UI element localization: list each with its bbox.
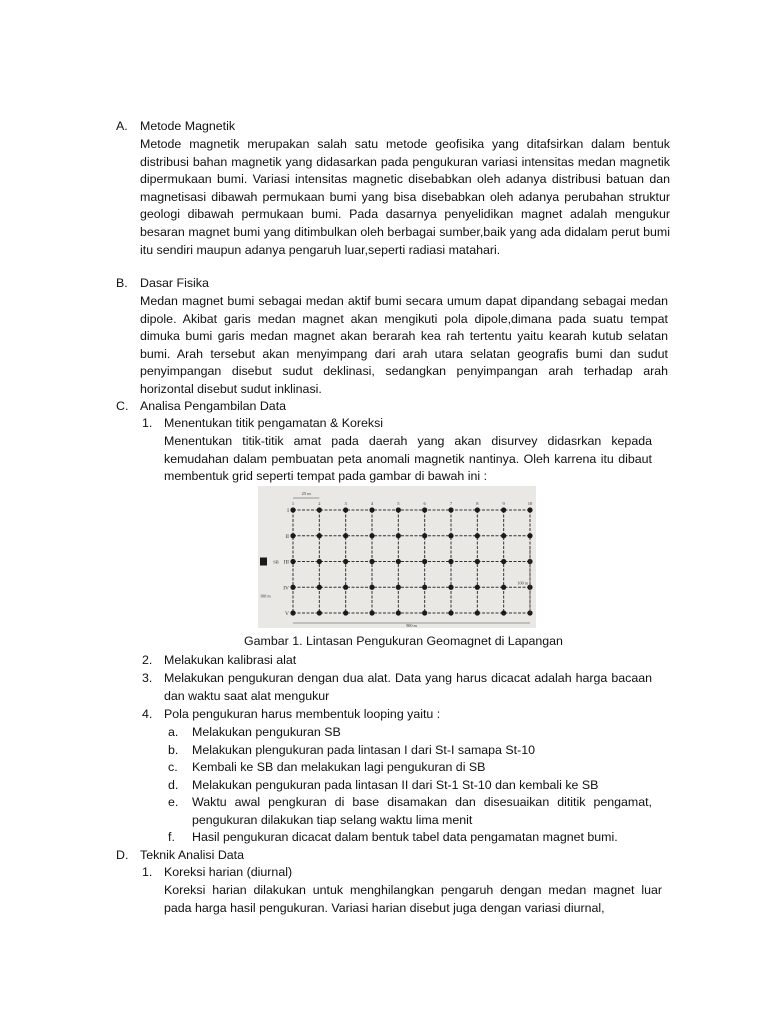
section-b-body: Medan magnet bumi sebagai medan aktif bumi secara umum dapat dipandang sebagai medan dipole. Akibat garis medan magnet akan mengikuti pola dipole,dimana pada suatu tempat dimuka bumi garis medan magnet akan berarah kea rah tertentu yaitu kearah kutub selatan bumi. Arah tersebut akan menyimpang dari arah utara selatan geografis bumi dan sudut penyimpangan disebut sudut deklinasi, sedangkan penyimpangan arah terhadap arah horizontal disebut sudut inklinasi. [140,294,668,396]
sublist-item: Waktu awal pengkuran di base disamakan dan disesuaikan dititik pengamat, pengukuran dilakukan tiap selang waktu lima menit [192,795,652,827]
list-number: 2. [142,653,153,667]
base-station-label: SB [273,559,279,565]
station-point [343,585,348,590]
station-point [290,610,295,615]
sublist-item: Melakukan pengukuran SB [192,725,341,739]
column-label: 3 [344,501,347,506]
row-label: II [285,533,289,540]
sublist-item: Kembali ke SB dan melakukan lagi pengukuran di SB [192,760,486,774]
list-item: Pola pengukuran harus membentuk looping yaitu : [164,707,441,721]
sublist-letter: a. [168,725,179,739]
station-point [475,533,480,538]
height-label: 100 m [517,580,528,586]
station-point [448,610,453,615]
column-label: 5 [397,501,400,506]
station-point [422,507,427,512]
station-point [290,533,295,538]
grid-figure [258,486,536,628]
column-label: 7 [449,501,453,506]
station-point [475,585,480,590]
station-point [422,533,427,538]
list-item-body: Menentukan titik-titik amat pada daerah yang akan disurvey didasrkan kepada kemudahan dalam pembuatan peta anomali magnetik nantinya. Oleh karrena itu dibaut membentuk grid seperti tempat pada gambar di bawah ini : [164,434,652,484]
station-point [317,559,322,564]
row-label: IV [283,585,289,592]
station-point [343,559,348,564]
section-marker: D. [116,848,129,862]
station-point [422,610,427,615]
station-point [290,507,295,512]
station-point [396,585,401,590]
station-point [501,559,506,564]
station-point [501,610,506,615]
row-label: III [283,559,289,566]
base-station-marker [260,558,267,566]
station-point [422,585,427,590]
width-label: 900 m [406,623,417,628]
row-label: V [285,611,289,617]
list-number: 1. [142,416,153,430]
station-point [396,533,401,538]
sublist-letter: e. [168,795,179,809]
station-point [369,610,374,615]
sublist-item: Melakukan plengukuran pada lintasan I dari St-I samapa St-10 [192,743,536,757]
list-number: 4. [142,707,153,721]
station-point [475,610,480,615]
sublist-letter: f. [168,830,175,844]
station-point [317,507,322,512]
figure-caption: Gambar 1. Lintasan Pengukuran Geomagnet di Lapangan [244,634,563,648]
station-point [501,533,506,538]
station-point [343,533,348,538]
column-label: 10 [527,501,533,506]
list-item: Melakukan kalibrasi alat [164,653,297,667]
sublist-letter: c. [168,760,178,774]
station-point [527,507,532,512]
station-point [317,533,322,538]
column-label: 1 [291,501,295,506]
station-point [369,533,374,538]
station-point [448,585,453,590]
column-label: 2 [318,501,321,506]
list-item-title: Menentukan titik pengamatan & Koreksi [164,416,384,430]
station-point [317,610,322,615]
station-point [343,507,348,512]
row-label: I [287,508,289,514]
station-point [290,559,295,564]
section-title: Teknik Analisi Data [140,848,244,862]
list-number: 3. [142,671,153,685]
station-point [475,507,480,512]
station-point [448,533,453,538]
station-point [317,585,322,590]
section-title: Dasar Fisika [140,276,209,290]
section-marker: B. [116,276,128,290]
sublist-letter: d. [168,778,179,792]
sublist-item: Hasil pengukuran dicacat dalam bentuk tabel data pengamatan magnet bumi. [192,830,618,844]
station-point [343,610,348,615]
section-a-body: Metode magnetik merupakan salah satu metode geofisika yang ditafsirkan dalam bentuk distribusi bahan magnetik yang didasarkan pada pengukuran variasi intensitas medan magnetik dipermukaan bumi. Variasi intensitas magnetic disebabkan oleh adanya distribusi batuan dan magnetisasi dibawah permukaan bumi yang bisa disebabkan oleh adanya perubahan struktur geologi dibawah permukaan bumi. Pada dasarnya penyelidikan magnet adalah mengukur besaran magnet bumi yang ditimbulkan oleh berbagai sumber,baik yang ada didalam perut bumi itu sendiri maupun adanya pengaruh luar,seperti radiasi matahari. [140,137,670,257]
station-point [448,507,453,512]
section-marker: A. [116,119,128,133]
station-point [290,585,295,590]
station-point [396,559,401,564]
section-title: Metode Magnetik [140,119,236,133]
section-title: Analisa Pengambilan Data [140,399,287,413]
station-point [475,559,480,564]
column-label: 8 [476,501,479,506]
left-distance-label: 100 m [260,593,271,599]
station-point [527,533,532,538]
column-label: 9 [502,501,505,506]
station-point [396,507,401,512]
list-item-title: Koreksi harian (diurnal) [164,865,293,879]
section-marker: C. [116,399,129,413]
measurement-grid-diagram [258,486,536,628]
station-point [369,585,374,590]
list-item-body: Koreksi harian dilakukan untuk menghilangkan pengaruh dengan medan magnet luar pada harga hasil pengukuran. Variasi harian disebut juga dengan variasi diurnal, [164,883,662,915]
station-point [448,559,453,564]
station-point [369,507,374,512]
list-item: Melakukan pengukuran dengan dua alat. Data yang harus dicacat adalah harga bacaan dan waktu saat alat mengukur [164,671,652,703]
list-number: 1. [142,865,153,879]
column-label: 4 [370,501,374,506]
sublist-item: Melakukan pengukuran pada lintasan II dari St-1 St-10 dan kembali ke SB [192,778,599,792]
station-point [501,585,506,590]
sublist-letter: b. [168,743,179,757]
station-point [369,559,374,564]
station-point [422,559,427,564]
spacing-label: 25 m [301,491,311,496]
column-label: 6 [423,501,426,506]
station-point [396,610,401,615]
station-point [501,507,506,512]
